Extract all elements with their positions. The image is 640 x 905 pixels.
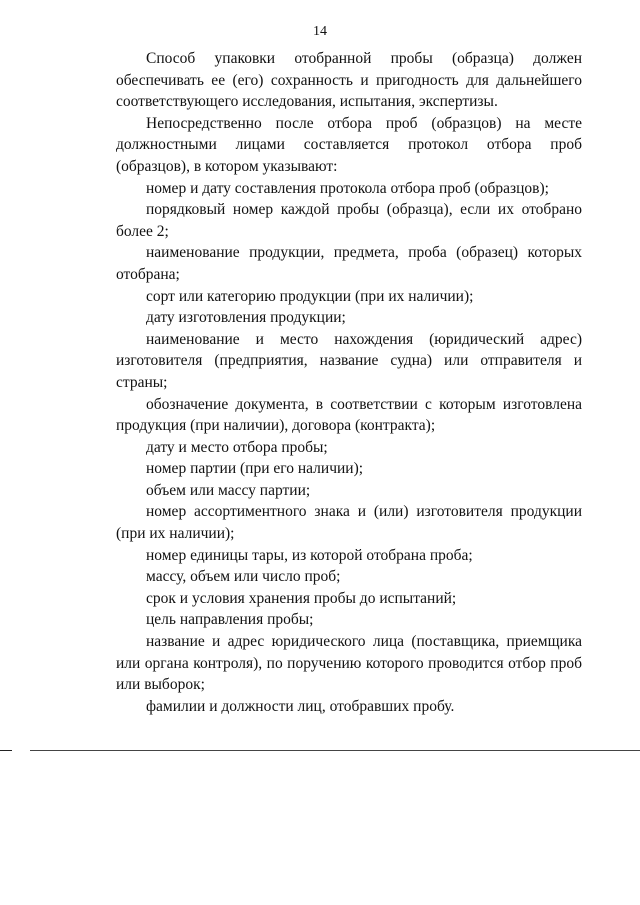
list-item: дату и место отбора пробы;: [146, 438, 328, 456]
document-body: [116, 48, 582, 717]
list-item: наименование продукции, предмета, проба (образец) которых отобрана;: [116, 244, 582, 283]
list-item: номер единицы тары, из которой отобрана проба;: [146, 546, 473, 564]
list-item: номер партии (при его наличии);: [146, 460, 364, 478]
list-item: фамилии и должности лиц, отобравших пробу.: [146, 697, 455, 715]
page-divider-left: [0, 750, 12, 751]
list-item: порядковый номер каждой пробы (образца), если их отобрано более 2;: [116, 201, 582, 240]
list-item: наименование и место нахождения (юридический адрес) изготовителя (предприятия, название судна) или отправителя и страны;: [116, 330, 582, 391]
list-item: массу, объем или число проб;: [146, 568, 341, 586]
list-item: объем или массу партии;: [146, 481, 311, 499]
paragraph-packaging: Способ упаковки отобранной пробы (образца) должен обеспечивать ее (его) сохранность и пригодность для дальнейшего соответствующего исследования, испытания, экспертизы.: [116, 50, 582, 111]
list-item: номер ассортиментного знака и (или) изготовителя продукции (при их наличии);: [116, 503, 582, 543]
list-item: номер и дату составления протокола отбора проб (образцов);: [146, 179, 549, 197]
list-item: срок и условия хранения пробы до испытаний;: [146, 589, 457, 607]
list-item: название и адрес юридического лица (поставщика, приемщика или органа контроля), по поручению которого проводится отбор проб или выборок;: [116, 633, 582, 694]
list-item: дату изготовления продукции;: [146, 309, 346, 327]
list-item: цель направления пробы;: [146, 611, 314, 629]
list-item: обозначение документа, в соответствии с которым изготовлена продукция (при наличии), договора (контракта);: [116, 395, 582, 435]
list-item: сорт или категорию продукции (при их наличии);: [146, 287, 474, 305]
page-number: 14: [313, 24, 327, 39]
paragraph-protocol-intro: Непосредственно после отбора проб (образцов) на месте должностными лицами составляется протокол отбора проб (образцов), в котором указывают:: [116, 114, 582, 175]
page-divider: [30, 750, 640, 751]
